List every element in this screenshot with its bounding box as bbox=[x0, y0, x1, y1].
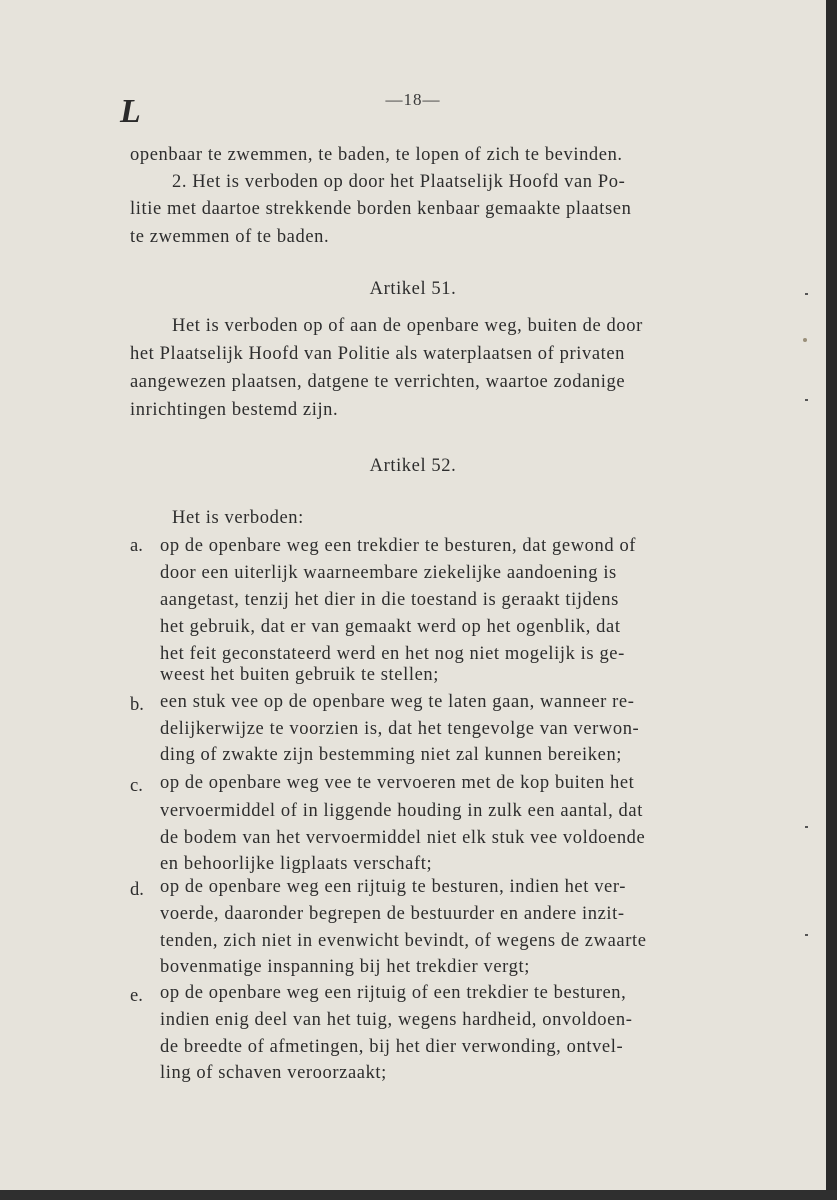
list-item-line: ling of schaven veroorzaakt; bbox=[160, 1063, 387, 1083]
list-marker: a. bbox=[130, 536, 143, 556]
list-item-line: tenden, zich niet in evenwicht bevindt, of wegens de zwaarte bbox=[160, 931, 647, 951]
list-item-line: het gebruik, dat er van gemaakt werd op het ogenblik, dat bbox=[160, 617, 621, 637]
scan-border-right bbox=[826, 0, 837, 1200]
article-51-line: inrichtingen bestemd zijn. bbox=[130, 400, 339, 420]
scan-speck bbox=[805, 293, 808, 295]
intro-line: litie met daartoe strekkende borden kenbaar gemaakte plaatsen bbox=[130, 199, 632, 219]
list-item-line: op de openbare weg een rijtuig te besturen, indien het ver- bbox=[160, 877, 627, 897]
list-item-line: de breedte of afmetingen, bij het dier verwonding, ontvel- bbox=[160, 1037, 624, 1057]
scan-speck bbox=[803, 338, 807, 342]
list-item-line: op de openbare weg een trekdier te besturen, dat gewond of bbox=[160, 536, 637, 556]
intro-line: openbaar te zwemmen, te baden, te lopen of zich te bevinden. bbox=[130, 145, 623, 165]
scan-speck bbox=[805, 399, 808, 401]
list-item-line: vervoermiddel of in liggende houding in zulk een aantal, dat bbox=[160, 801, 643, 821]
scan-speck bbox=[805, 934, 808, 936]
page-number: —18— bbox=[385, 90, 441, 109]
list-item-line: delijkerwijze te voorzien is, dat het tengevolge van verwon- bbox=[160, 719, 640, 739]
list-marker: d. bbox=[130, 880, 144, 900]
intro-line: 2. Het is verboden op door het Plaatselijk Hoofd van Po- bbox=[172, 172, 626, 192]
scan-speck bbox=[805, 826, 808, 828]
article-52-opening: Het is verboden: bbox=[172, 508, 304, 528]
article-51-line: het Plaatselijk Hoofd van Politie als waterplaatsen of privaten bbox=[130, 344, 626, 364]
list-item-line: op de openbare weg een rijtuig of een trekdier te besturen, bbox=[160, 983, 627, 1003]
intro-line: te zwemmen of te baden. bbox=[130, 227, 330, 247]
article-52-heading: Artikel 52. bbox=[369, 456, 457, 476]
list-marker: c. bbox=[130, 776, 143, 796]
list-marker: e. bbox=[130, 986, 143, 1006]
list-item-line: het feit geconstateerd werd en het nog niet mogelijk is ge- bbox=[160, 644, 625, 664]
list-item-line: ding of zwakte zijn bestemming niet zal kunnen bereiken; bbox=[160, 745, 623, 765]
scan-border-bottom bbox=[0, 1190, 837, 1200]
handwritten-mark: L bbox=[120, 93, 141, 130]
list-marker: b. bbox=[130, 695, 144, 715]
list-item-line: weest het buiten gebruik te stellen; bbox=[160, 665, 439, 685]
article-51-line: aangewezen plaatsen, datgene te verrichten, waartoe zodanige bbox=[130, 372, 626, 392]
article-51-line: Het is verboden op of aan de openbare weg, buiten de door bbox=[172, 316, 643, 336]
list-item-line: bovenmatige inspanning bij het trekdier vergt; bbox=[160, 957, 530, 977]
list-item-line: en behoorlijke ligplaats verschaft; bbox=[160, 854, 433, 874]
list-item-line: een stuk vee op de openbare weg te laten gaan, wanneer re- bbox=[160, 692, 635, 712]
list-item-line: op de openbare weg vee te vervoeren met de kop buiten het bbox=[160, 773, 635, 793]
list-item-line: aangetast, tenzij het dier in die toestand is geraakt tijdens bbox=[160, 590, 619, 610]
list-item-line: de bodem van het vervoermiddel niet elk stuk vee voldoende bbox=[160, 828, 646, 848]
article-51-heading: Artikel 51. bbox=[369, 279, 457, 299]
list-item-line: indien enig deel van het tuig, wegens hardheid, onvoldoen- bbox=[160, 1010, 633, 1030]
list-item-line: voerde, daaronder begrepen de bestuurder en andere inzit- bbox=[160, 904, 625, 924]
list-item-line: door een uiterlijk waarneembare ziekelijke aandoening is bbox=[160, 563, 617, 583]
